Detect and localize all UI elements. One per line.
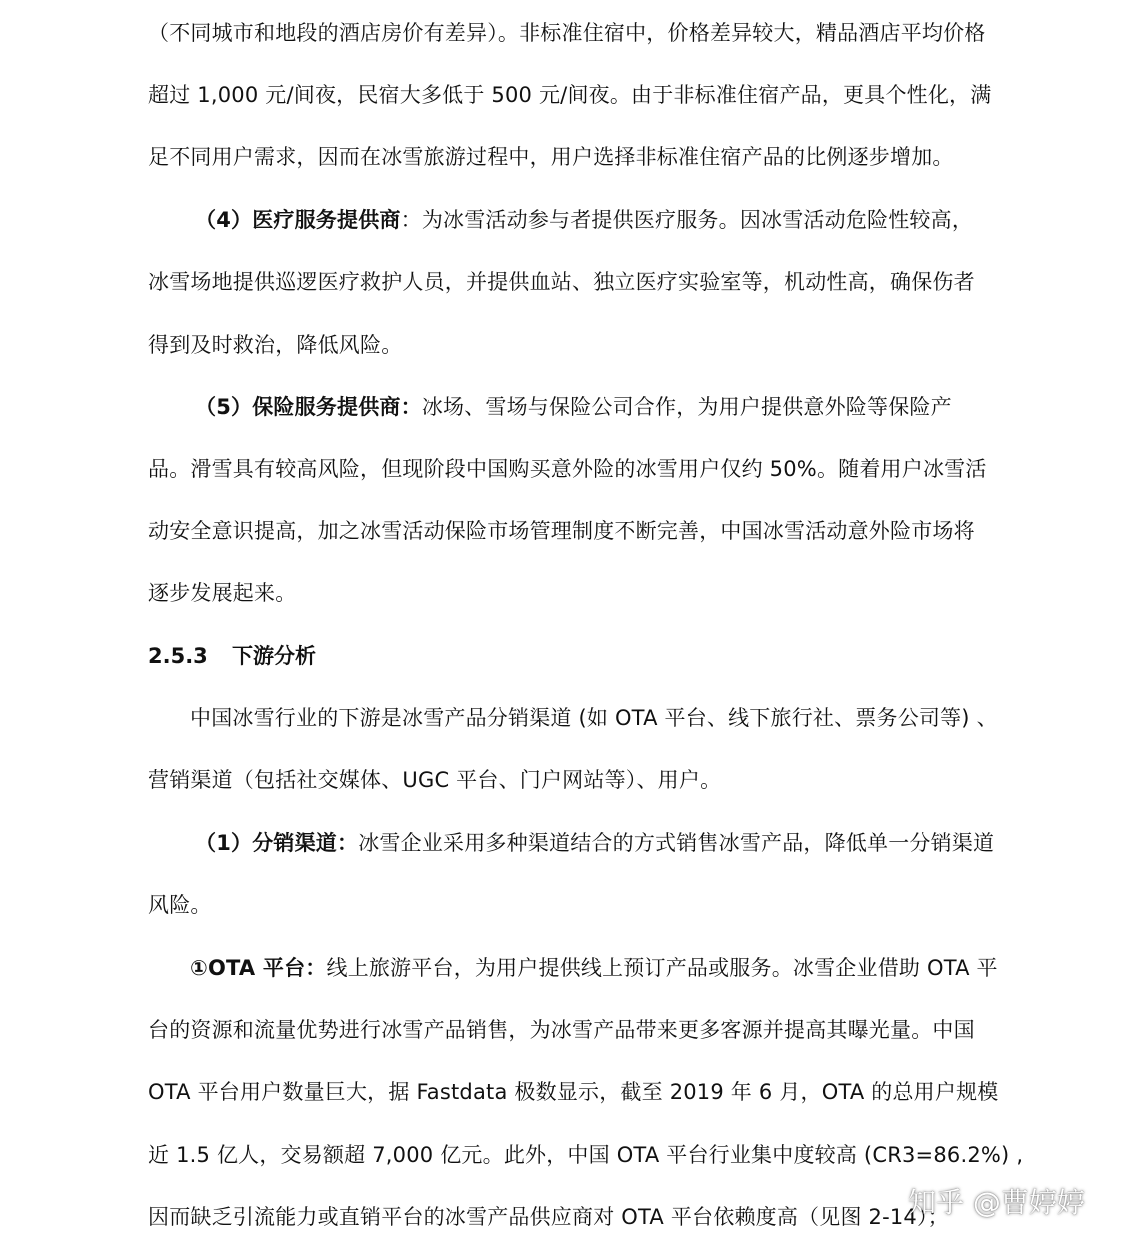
p6-line-4: 近 1.5 亿人，交易额超 7,000 亿元。此外，中国 OTA 平台行业集中度较高 (CR3=86.2%) ,	[148, 1143, 1024, 1167]
section-number: 2.5.3	[148, 644, 208, 668]
p2-line-2: 冰雪场地提供巡逻医疗救护人员，并提供血站、独立医疗实验室等，机动性高，确保伤者	[148, 270, 975, 294]
p5-line-2: 风险。	[148, 893, 212, 917]
zhihu-watermark: 知乎 @曹婷婷	[908, 1186, 1085, 1219]
p1-line-2: 超过 1,000 元/间夜，民宿大多低于 500 元/间夜。由于非标准住宿产品，更具个性化，满	[148, 83, 992, 107]
p1-line-3: 足不同用户需求，因而在冰雪旅游过程中，用户选择非标准住宿产品的比例逐步增加。	[148, 145, 954, 169]
p2-text-1: ：为冰雪活动参与者提供医疗服务。因冰雪活动危险性较高，	[400, 208, 974, 232]
section-heading	[148, 641, 316, 671]
p6-label: ①OTA 平台：	[190, 956, 327, 980]
p4-line-1: 中国冰雪行业的下游是冰雪产品分销渠道 (如 OTA 平台、线下旅行社、票务公司等) 、	[190, 706, 998, 730]
p3-line-2: 品。滑雪具有较高风险，但现阶段中国购买意外险的冰雪用户仅约 50%。随着用户冰雪活	[148, 457, 987, 481]
p3-text-1: 冰场、雪场与保险公司合作，为用户提供意外险等保险产	[421, 395, 952, 419]
p1-line-1: （不同城市和地段的酒店房价有差异）。非标准住宿中，价格差异较大，精品酒店平均价格	[148, 21, 986, 45]
p6-line-2: 台的资源和流量优势进行冰雪产品销售，为冰雪产品带来更多客源并提高其曝光量。中国	[148, 1018, 975, 1042]
p5-line-1	[195, 828, 994, 858]
p6-text-1: 线上旅游平台，为用户提供线上预订产品或服务。冰雪企业借助 OTA 平	[326, 956, 998, 980]
p3-line-4: 逐步发展起来。	[148, 581, 297, 605]
section-title: 下游分析	[232, 644, 316, 668]
p2-line-3: 得到及时救治，降低风险。	[148, 333, 403, 357]
p3-line-3: 动安全意识提高，加之冰雪活动保险市场管理制度不断完善，中国冰雪活动意外险市场将	[148, 519, 975, 543]
p5-text-1: 冰雪企业采用多种渠道结合的方式销售冰雪产品，降低单一分销渠道	[358, 831, 995, 855]
p3-label: （5）保险服务提供商：	[195, 395, 422, 419]
p2-label: （4）医疗服务提供商	[195, 208, 401, 232]
p5-label: （1）分销渠道：	[195, 831, 359, 855]
p3-line-1	[195, 392, 952, 422]
p4-line-2: 营销渠道（包括社交媒体、UGC 平台、门户网站等）、用户。	[148, 768, 722, 792]
p6-line-5: 因而缺乏引流能力或直销平台的冰雪产品供应商对 OTA 平台依赖度高（见图 2-14）；	[148, 1205, 949, 1229]
p6-line-3: OTA 平台用户数量巨大，据 Fastdata 极数显示，截至 2019 年 6 月，OTA 的总用户规模	[148, 1080, 999, 1104]
p6-line-1	[190, 953, 998, 983]
p2-line-1	[195, 205, 973, 235]
